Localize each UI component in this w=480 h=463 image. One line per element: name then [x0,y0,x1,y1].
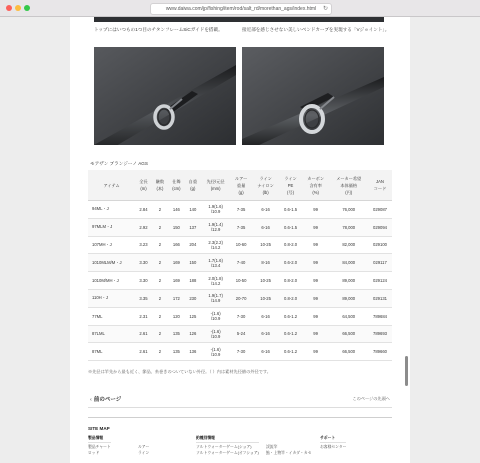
spec-item-name: 110H・J [88,289,135,307]
spec-cell: 136 [185,343,201,361]
spec-cell: 2.84 [135,201,151,219]
spec-cell: 99 [302,307,330,325]
page-content [70,17,410,463]
spec-cell: 2 [152,307,168,325]
vertical-scrollbar[interactable] [405,356,408,386]
spec-cell: 1.9(1.4) /12.9 [201,218,230,236]
spec-column-header: メーカー希望 本体価格 (円) [329,170,368,201]
spec-cell: 146 [168,201,184,219]
spec-cell: 6-16 [252,201,279,219]
site-map-link[interactable]: 渓流竿 [266,445,278,449]
spec-cell: 188 [185,272,201,290]
site-map-column-products [88,435,111,456]
site-map-title: SITE MAP [88,426,110,431]
previous-page-link[interactable] [90,395,121,403]
spec-cell: 0.6-1.5 [279,201,302,219]
spec-cell: 6-16 [252,218,279,236]
spec-cell: 5-24 [230,325,252,343]
spec-cell: 6-16 [252,325,279,343]
site-map-column-fishing-2 [266,435,311,456]
spec-cell: 2.92 [135,218,151,236]
spec-cell: -(1.6) /10.9 [201,343,230,361]
spec-cell: 78,000 [329,218,368,236]
spec-cell: 2 [152,325,168,343]
spec-table-row [88,254,392,272]
spec-cell: 029100 [368,236,392,254]
spec-cell: 3.23 [135,236,151,254]
spec-cell: 172 [168,289,184,307]
photo-caption-right: 接近部を感じさせない美しいベンドカーブを実現する「Vジョイント」。 [242,27,390,32]
site-map-heading [138,435,149,443]
spec-cell: 7-35 [230,218,252,236]
browser-titlebar [0,0,480,17]
spec-cell: 66,500 [329,343,368,361]
spec-cell: 789684 [368,307,392,325]
spec-cell: 3.30 [135,254,151,272]
spec-cell: 2 [152,289,168,307]
rod-guide-photo-left [94,47,236,145]
spec-cell: 3.30 [135,272,151,290]
spec-cell: 10-25 [252,236,279,254]
spec-item-name: 1010MLM/M・J [88,254,135,272]
spec-cell: 120 [168,307,184,325]
spec-item-name: 77ML [88,307,135,325]
spec-column-header: 継数 (本) [152,170,168,201]
spec-cell: 10-25 [252,289,279,307]
zoom-window-button[interactable] [24,5,30,11]
site-map-heading [266,435,311,443]
spec-item-name: 107MH・J [88,236,135,254]
spec-cell: 0.6-2.0 [279,254,302,272]
site-map-column-support [320,435,346,450]
back-to-top-link[interactable] [352,396,390,402]
back-to-top-label: このページの先頭へ [352,396,390,401]
spec-cell: 7-30 [230,343,252,361]
spec-cell: 135 [168,343,184,361]
spec-cell: 2.0(1.8) /14.2 [201,272,230,290]
spec-column-header: ライン PE (号) [279,170,302,201]
spec-cell: 789693 [368,325,392,343]
spec-cell: 8-16 [252,254,279,272]
spec-table-row [88,201,392,219]
spec-cell: 1.9(1.6) /10.9 [201,201,230,219]
spec-cell: 0.6-1.2 [279,307,302,325]
spec-column-header: カーボン 含有率 (%) [302,170,330,201]
spec-cell: 6-16 [252,343,279,361]
spec-cell: 204 [185,236,201,254]
spec-cell: 029094 [368,218,392,236]
spec-cell: 150 [185,254,201,272]
site-map-heading: 釣種別情報 [196,435,259,443]
spec-cell: 169 [168,272,184,290]
spec-column-header: 自重 (g) [185,170,201,201]
site-map-column-fishing [196,435,259,456]
spec-cell: 2.61 [135,325,151,343]
spec-table-footnote: ※先径は竿先から最も近く、節品、糸巻きのついていない外径。（ ）内は素材先径値の外径です。 [88,369,271,374]
spec-cell: 99 [302,325,330,343]
site-map-link[interactable]: ロッド [88,451,100,455]
spec-cell: 125 [185,307,201,325]
spec-table-row [88,289,392,307]
spec-cell: 3.35 [135,289,151,307]
spec-column-header: 先径/元径 (mm) [201,170,230,201]
spec-column-header: ルアー 重量 (g) [230,170,252,201]
spec-cell: 2 [152,343,168,361]
site-map [88,417,392,463]
reload-icon[interactable]: ↻ [322,6,328,12]
spec-cell: 2.61 [135,343,151,361]
spec-cell: 84,000 [329,254,368,272]
spec-cell: 0.8-2.0 [279,289,302,307]
site-map-link[interactable]: 鮎・上物竿・イカダ・カセ [266,451,312,455]
spec-cell: 140 [185,201,201,219]
spec-cell: 82,000 [329,236,368,254]
spec-item-name: 87ML [88,343,135,361]
spec-cell: 0.6-1.2 [279,343,302,361]
spec-cell: 135 [168,325,184,343]
photo-caption-left: トップにはいつもの1つ目のチタンフレームSiCガイドを搭載。 [94,27,223,32]
site-map-column-products-2 [138,435,149,456]
spec-cell: 66,500 [329,325,368,343]
spec-cell: 64,500 [329,307,368,325]
spec-column-header: ライン ナイロン (lb) [252,170,279,201]
address-bar[interactable] [150,3,332,15]
address-bar-url: www.daiwa.com/jp/fishing/item/rod/salt_rd/morethan_ags/index.html [165,6,317,12]
spec-cell: 2 [152,218,168,236]
spec-cell: 169 [168,254,184,272]
spec-cell: 2 [152,236,168,254]
spec-cell: 2 [152,272,168,290]
spec-column-header: JAN コード [368,170,392,201]
spec-table-header-row [88,170,392,201]
site-map-heading: サポート [320,435,346,443]
spec-cell: 0.8-2.0 [279,272,302,290]
site-map-link[interactable]: 製品チャート [88,445,111,449]
site-map-link[interactable]: ルアー [138,445,150,449]
spec-cell: 2 [152,201,168,219]
spec-cell: 99 [302,236,330,254]
spec-cell: -(1.6) /10.9 [201,325,230,343]
spec-cell: 0.6-1.5 [279,218,302,236]
spec-item-name: 94ML・J [88,201,135,219]
spec-item-name: 97MLM・J [88,218,135,236]
spec-table-row [88,307,392,325]
spec-cell: 150 [168,218,184,236]
spec-cell: 7-40 [230,254,252,272]
close-window-button[interactable] [6,5,12,11]
spec-cell: 99 [302,201,330,219]
page-gutter-right [410,17,480,463]
spec-cell: 137 [185,218,201,236]
spec-cell: 20-70 [230,289,252,307]
spec-table-row [88,236,392,254]
site-map-link[interactable]: ソルトウォーターゲーム(ショア) [196,445,252,449]
spec-item-name: 1010M/MH・J [88,272,135,290]
rod-guide-illustration-left [94,47,236,145]
spec-table-row [88,343,392,361]
spec-cell: 126 [185,325,201,343]
spec-cell: 10-25 [252,272,279,290]
spec-cell: 0.6-1.2 [279,325,302,343]
spec-cell: 166 [168,236,184,254]
spec-table-row [88,218,392,236]
spec-cell: 76,000 [329,201,368,219]
spec-table-row [88,272,392,290]
spec-cell: 99 [302,254,330,272]
spec-column-header: アイテム [88,170,135,201]
spec-cell: 1.9(1.7) /14.9 [201,289,230,307]
spec-cell: 6-16 [252,307,279,325]
spec-cell: 029087 [368,201,392,219]
spec-cell: 10-50 [230,272,252,290]
spec-cell: 10-60 [230,236,252,254]
spec-cell: 99 [302,289,330,307]
spec-cell: 029131 [368,289,392,307]
site-map-link[interactable]: ソルトウォーターゲーム(オフショア) [196,451,259,455]
chevron-left-icon: ‹ [90,397,92,403]
spec-table-title: モアザン ブランジーノ AGS [90,161,148,166]
spec-cell: 789660 [368,343,392,361]
spec-table [88,170,392,361]
spec-cell: 0.8-2.0 [279,236,302,254]
previous-image-strip [94,17,384,22]
spec-cell: 99 [302,218,330,236]
rod-guide-illustration-right [242,47,384,145]
spec-cell: 029117 [368,254,392,272]
spec-cell: 029124 [368,272,392,290]
spec-cell: 1.7(1.6) /13.4 [201,254,230,272]
spec-cell: 89,000 [329,289,368,307]
spec-column-header: 全長 (m) [135,170,151,201]
spec-cell: -(1.6) /10.9 [201,307,230,325]
minimize-window-button[interactable] [15,5,21,11]
site-map-heading: 製品情報 [88,435,111,443]
site-map-link[interactable]: ライン [138,451,150,455]
spec-cell: 99 [302,343,330,361]
spec-cell: 7-30 [230,307,252,325]
site-map-link[interactable]: お客様センター [320,445,347,449]
rod-guide-photo-right [242,47,384,145]
spec-column-header: 仕舞 (cm) [168,170,184,201]
page-navigation [88,395,392,408]
spec-cell: 2.31 [135,307,151,325]
spec-cell: 230 [185,289,201,307]
spec-cell: 2 [152,254,168,272]
spec-cell: 89,000 [329,272,368,290]
spec-cell: 99 [302,272,330,290]
page-gutter-left [0,17,70,463]
spec-table-body [88,201,392,361]
spec-cell: 2.3(2.2) /14.2 [201,236,230,254]
spec-item-name: 87LML [88,325,135,343]
previous-page-label: 前のページ [93,397,122,403]
spec-cell: 7-35 [230,201,252,219]
spec-table-row [88,325,392,343]
